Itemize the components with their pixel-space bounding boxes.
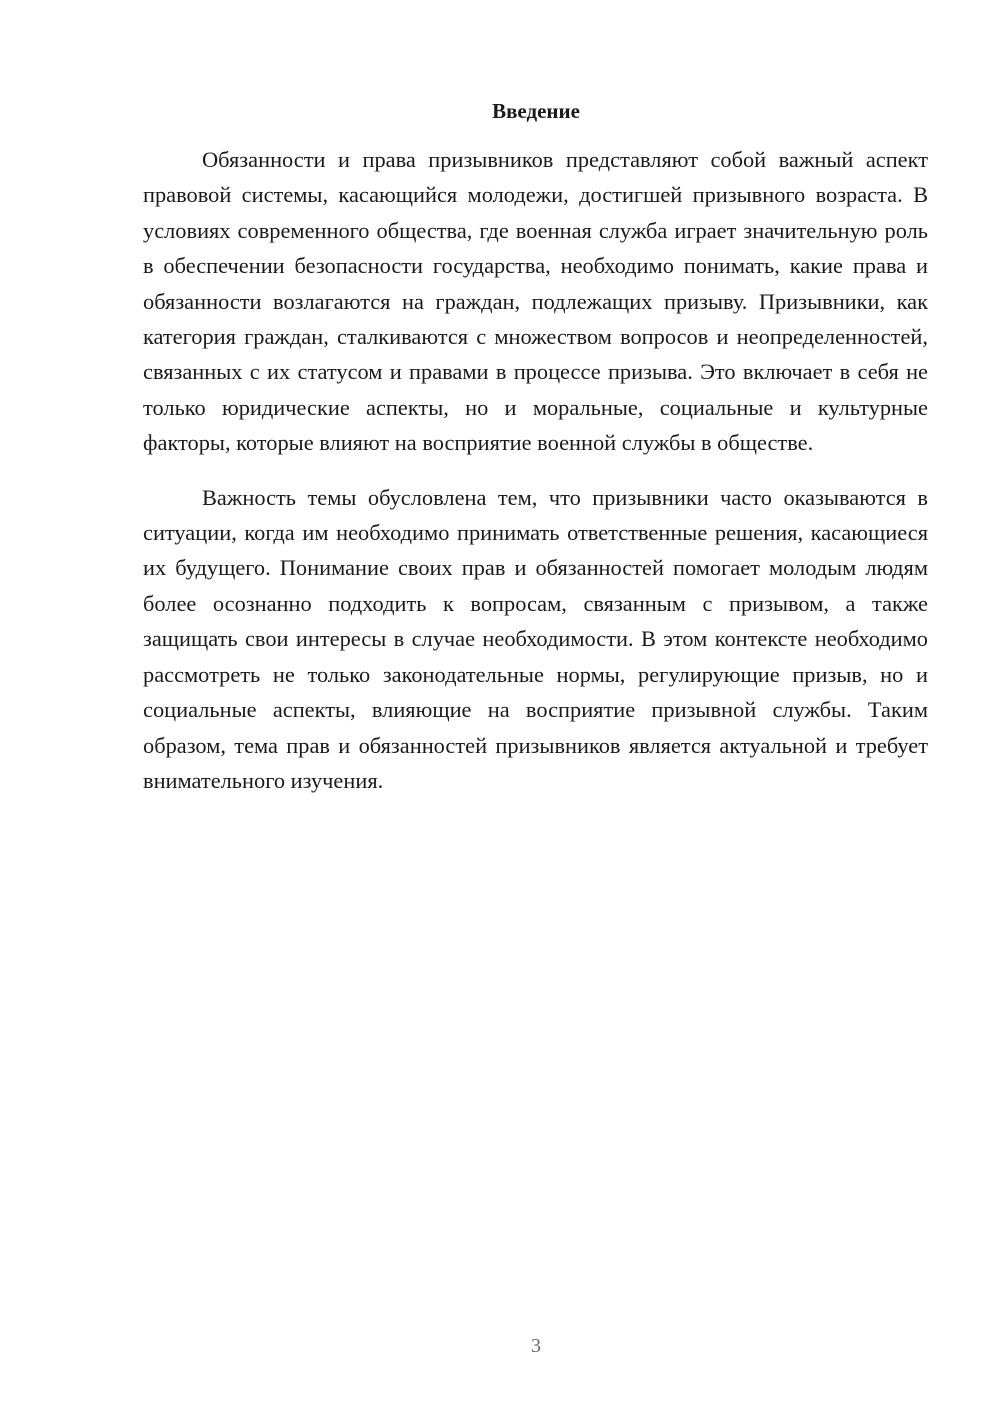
paragraph-relevance: Важность темы обусловлена тем, что призывники часто оказываются в ситуации, когда им необходимо принимать ответственные решения, касающиеся их будущего. Понимание своих прав и обязанностей помогает молодым людям более осознанно подходить к вопросам, связанным с призывом, а также защищать свои интересы в случае необходимости. В этом контексте необходимо рассмотреть не только законодательные нормы, регулирующие призыв, но и социальные аспекты, влияющие на восприятие призывной службы. Таким образом, тема прав и обязанностей призывников является актуальной и требует внимательного изучения. [143, 484, 928, 793]
document-body [143, 142, 928, 798]
section-title: Введение [492, 99, 580, 123]
page-number: 3 [531, 1335, 541, 1357]
paragraph-introduction: Обязанности и права призывников представляют собой важный аспект правовой системы, касающийся молодежи, достигшей призывного возраста. В условиях современного общества, где военная служба играет значительную роль в обеспечении безопасности государства, необходимо понимать, какие права и обязанности возлагаются на граждан, подлежащих призыву. Призывники, как категория граждан, сталкиваются с множеством вопросов и неопределенностей, связанных с их статусом и правами в процессе призыва. Это включает в себя не только юридические аспекты, но и моральные, социальные и культурные факторы, которые влияют на восприятие военной службы в обществе. [143, 147, 928, 456]
